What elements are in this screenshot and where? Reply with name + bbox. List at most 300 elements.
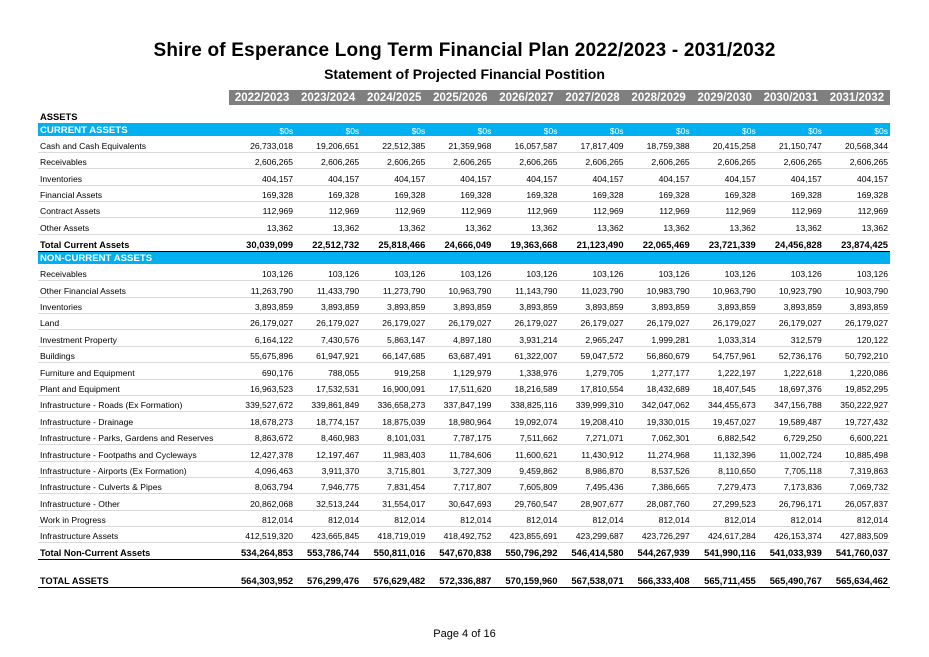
value-cell: 22,512,732 xyxy=(295,234,361,251)
value-cell: 23,721,339 xyxy=(692,234,758,251)
table-row xyxy=(38,169,890,185)
value-cell: 427,883,509 xyxy=(824,527,890,543)
value-cell: 32,513,244 xyxy=(295,494,361,510)
value-cell: 4,096,463 xyxy=(229,461,295,477)
value-cell: 55,675,896 xyxy=(229,346,295,362)
value-cell: 404,157 xyxy=(361,169,427,185)
value-cell: 812,014 xyxy=(758,510,824,526)
value-cell: 7,062,301 xyxy=(626,428,692,444)
value-cell: 21,123,490 xyxy=(559,234,625,251)
value-cell: 11,600,621 xyxy=(493,445,559,461)
value-cell: 8,101,031 xyxy=(361,428,427,444)
year-header: 2027/2028 xyxy=(559,90,625,105)
value-cell: 26,057,837 xyxy=(824,494,890,510)
value-cell: 112,969 xyxy=(559,202,625,218)
value-cell: 788,055 xyxy=(295,363,361,379)
value-cell: $0s xyxy=(361,123,427,136)
value-cell: 13,362 xyxy=(692,218,758,234)
table-row xyxy=(38,185,890,201)
row-label: Infrastructure - Roads (Ex Formation) xyxy=(38,395,229,411)
value-cell: 112,969 xyxy=(758,202,824,218)
value-cell: 5,863,147 xyxy=(361,330,427,346)
value-cell: 8,537,526 xyxy=(626,461,692,477)
value-cell xyxy=(626,251,692,264)
row-label: Infrastructure - Footpaths and Cycleways xyxy=(38,445,229,461)
value-cell xyxy=(493,251,559,264)
report-title: Shire of Esperance Long Term Financial Plan 2022/2023 - 2031/2032 xyxy=(153,40,776,61)
value-cell: 11,430,912 xyxy=(559,445,625,461)
value-cell: 423,299,687 xyxy=(559,527,625,543)
value-cell: 534,264,853 xyxy=(229,543,295,560)
table-row xyxy=(38,363,890,379)
value-cell: 10,903,790 xyxy=(824,281,890,297)
value-cell: 7,495,436 xyxy=(559,477,625,493)
value-cell: 404,157 xyxy=(229,169,295,185)
row-label: Investment Property xyxy=(38,330,229,346)
value-cell: 169,328 xyxy=(559,185,625,201)
value-cell: 404,157 xyxy=(295,169,361,185)
row-label: Contract Assets xyxy=(38,202,229,218)
value-cell: 812,014 xyxy=(824,510,890,526)
value-cell: 576,299,476 xyxy=(295,566,361,588)
value-cell: 1,338,976 xyxy=(493,363,559,379)
value-cell: 2,606,265 xyxy=(295,152,361,168)
table-row xyxy=(38,202,890,218)
value-cell: 54,757,961 xyxy=(692,346,758,362)
value-cell xyxy=(493,105,559,123)
value-cell: 404,157 xyxy=(626,169,692,185)
value-cell: 2,965,247 xyxy=(559,330,625,346)
value-cell xyxy=(559,105,625,123)
value-cell: 103,126 xyxy=(361,264,427,280)
value-cell: 7,319,863 xyxy=(824,461,890,477)
table-row xyxy=(38,281,890,297)
value-cell: 18,875,039 xyxy=(361,412,427,428)
table-row xyxy=(38,428,890,444)
value-cell: 7,069,732 xyxy=(824,477,890,493)
value-cell: 22,512,385 xyxy=(361,136,427,152)
value-cell xyxy=(427,251,493,264)
row-label: Infrastructure Assets xyxy=(38,527,229,543)
value-cell: 553,786,744 xyxy=(295,543,361,560)
value-cell: 103,126 xyxy=(427,264,493,280)
year-header: 2024/2025 xyxy=(361,90,427,105)
value-cell: 169,328 xyxy=(229,185,295,201)
value-cell: 1,222,197 xyxy=(692,363,758,379)
value-cell xyxy=(295,251,361,264)
value-cell: 13,362 xyxy=(295,218,361,234)
row-label: Cash and Cash Equivalents xyxy=(38,136,229,152)
value-cell: 21,150,747 xyxy=(758,136,824,152)
value-cell: 550,796,292 xyxy=(493,543,559,560)
value-cell: 20,415,258 xyxy=(692,136,758,152)
value-cell: 812,014 xyxy=(361,510,427,526)
value-cell: 7,705,118 xyxy=(758,461,824,477)
value-cell: 350,222,927 xyxy=(824,395,890,411)
value-cell: 103,126 xyxy=(626,264,692,280)
value-cell: 7,279,473 xyxy=(692,477,758,493)
value-cell: 812,014 xyxy=(229,510,295,526)
value-cell xyxy=(758,251,824,264)
value-cell: 63,687,491 xyxy=(427,346,493,362)
report-subtitle: Statement of Projected Financial Postition xyxy=(324,66,605,82)
value-cell: 103,126 xyxy=(229,264,295,280)
value-cell: 169,328 xyxy=(427,185,493,201)
value-cell: 169,328 xyxy=(361,185,427,201)
value-cell: 7,511,662 xyxy=(493,428,559,444)
year-header-row xyxy=(38,90,890,105)
value-cell: 338,825,116 xyxy=(493,395,559,411)
value-cell: 7,831,454 xyxy=(361,477,427,493)
value-cell: 3,893,859 xyxy=(692,297,758,313)
value-cell: 1,222,618 xyxy=(758,363,824,379)
table-row xyxy=(38,297,890,313)
value-cell: 112,969 xyxy=(692,202,758,218)
row-label: Work in Progress xyxy=(38,510,229,526)
value-cell: 547,670,838 xyxy=(427,543,493,560)
value-cell: 17,817,409 xyxy=(559,136,625,152)
value-cell: 6,729,250 xyxy=(758,428,824,444)
row-label: Land xyxy=(38,314,229,330)
value-cell: 426,153,374 xyxy=(758,527,824,543)
value-cell: 565,634,462 xyxy=(824,566,890,588)
value-cell: 10,963,790 xyxy=(692,281,758,297)
value-cell: 347,156,788 xyxy=(758,395,824,411)
value-cell: 13,362 xyxy=(758,218,824,234)
value-cell: 3,715,801 xyxy=(361,461,427,477)
value-cell: 418,719,019 xyxy=(361,527,427,543)
header-blank-cell xyxy=(38,90,229,105)
value-cell: $0s xyxy=(295,123,361,136)
value-cell: 112,969 xyxy=(361,202,427,218)
value-cell: 8,110,650 xyxy=(692,461,758,477)
total-assets-row xyxy=(38,566,890,588)
row-label: Infrastructure - Other xyxy=(38,494,229,510)
value-cell: 20,862,068 xyxy=(229,494,295,510)
value-cell: 11,273,790 xyxy=(361,281,427,297)
value-cell: 336,658,273 xyxy=(361,395,427,411)
value-cell: 13,362 xyxy=(824,218,890,234)
value-cell: 13,362 xyxy=(361,218,427,234)
value-cell: 2,606,265 xyxy=(824,152,890,168)
value-cell xyxy=(229,251,295,264)
value-cell: 169,328 xyxy=(626,185,692,201)
value-cell: 3,727,309 xyxy=(427,461,493,477)
value-cell: 112,969 xyxy=(493,202,559,218)
value-cell: 16,963,523 xyxy=(229,379,295,395)
value-cell: 312,579 xyxy=(758,330,824,346)
value-cell: 2,606,265 xyxy=(361,152,427,168)
table-row xyxy=(38,330,890,346)
value-cell: 18,774,157 xyxy=(295,412,361,428)
value-cell: 26,179,027 xyxy=(493,314,559,330)
value-cell: $0s xyxy=(559,123,625,136)
value-cell: 2,606,265 xyxy=(559,152,625,168)
value-cell: 26,179,027 xyxy=(626,314,692,330)
value-cell xyxy=(626,105,692,123)
table-row xyxy=(38,527,890,543)
value-cell: 16,900,091 xyxy=(361,379,427,395)
value-cell: 18,759,388 xyxy=(626,136,692,152)
value-cell: 11,002,724 xyxy=(758,445,824,461)
table-row xyxy=(38,412,890,428)
table-row xyxy=(38,494,890,510)
value-cell: 26,733,018 xyxy=(229,136,295,152)
value-cell: 541,990,116 xyxy=(692,543,758,560)
value-cell: 13,362 xyxy=(229,218,295,234)
value-cell: 12,427,378 xyxy=(229,445,295,461)
value-cell: 56,860,679 xyxy=(626,346,692,362)
value-cell: 8,986,870 xyxy=(559,461,625,477)
year-header: 2023/2024 xyxy=(295,90,361,105)
value-cell: 3,893,859 xyxy=(824,297,890,313)
value-cell: 11,143,790 xyxy=(493,281,559,297)
value-cell: 404,157 xyxy=(493,169,559,185)
page-number: Page 4 of 16 xyxy=(433,628,496,640)
value-cell: 25,818,466 xyxy=(361,234,427,251)
row-label: Infrastructure - Drainage xyxy=(38,412,229,428)
value-cell: 3,893,859 xyxy=(626,297,692,313)
row-label: Plant and Equipment xyxy=(38,379,229,395)
table-row xyxy=(38,314,890,330)
value-cell: 17,810,554 xyxy=(559,379,625,395)
row-label: Furniture and Equipment xyxy=(38,363,229,379)
value-cell: 1,279,705 xyxy=(559,363,625,379)
value-cell: 61,947,921 xyxy=(295,346,361,362)
table-row xyxy=(38,136,890,152)
value-cell: 26,179,027 xyxy=(295,314,361,330)
value-cell: 66,147,685 xyxy=(361,346,427,362)
value-cell: 344,455,673 xyxy=(692,395,758,411)
value-cell: 812,014 xyxy=(692,510,758,526)
value-cell: 17,532,531 xyxy=(295,379,361,395)
value-cell: 16,057,587 xyxy=(493,136,559,152)
value-cell: 339,999,310 xyxy=(559,395,625,411)
value-cell: 423,665,845 xyxy=(295,527,361,543)
value-cell: 404,157 xyxy=(824,169,890,185)
value-cell: 18,216,589 xyxy=(493,379,559,395)
value-cell: 103,126 xyxy=(295,264,361,280)
value-cell: 2,606,265 xyxy=(493,152,559,168)
value-cell: 6,600,221 xyxy=(824,428,890,444)
value-cell: 412,519,320 xyxy=(229,527,295,543)
value-cell: 339,861,849 xyxy=(295,395,361,411)
value-cell: 418,492,752 xyxy=(427,527,493,543)
value-cell: 3,893,859 xyxy=(559,297,625,313)
value-cell: 567,538,071 xyxy=(559,566,625,588)
value-cell: 337,847,199 xyxy=(427,395,493,411)
value-cell: 26,796,171 xyxy=(758,494,824,510)
total-current-assets-row xyxy=(38,234,890,251)
value-cell: 9,459,862 xyxy=(493,461,559,477)
value-cell: 61,322,007 xyxy=(493,346,559,362)
row-label: Other Financial Assets xyxy=(38,281,229,297)
value-cell: 28,087,760 xyxy=(626,494,692,510)
value-cell: 3,893,859 xyxy=(758,297,824,313)
row-label: CURRENT ASSETS xyxy=(38,123,229,136)
value-cell: 26,179,027 xyxy=(229,314,295,330)
value-cell: 18,407,545 xyxy=(692,379,758,395)
value-cell: 7,787,175 xyxy=(427,428,493,444)
value-cell: 404,157 xyxy=(559,169,625,185)
value-cell: 26,179,027 xyxy=(559,314,625,330)
value-cell: $0s xyxy=(493,123,559,136)
row-label: Infrastructure - Culverts & Pipes xyxy=(38,477,229,493)
value-cell: 11,983,403 xyxy=(361,445,427,461)
value-cell: 24,666,049 xyxy=(427,234,493,251)
value-cell: 27,299,523 xyxy=(692,494,758,510)
row-label: Other Assets xyxy=(38,218,229,234)
value-cell: 52,736,176 xyxy=(758,346,824,362)
value-cell: 7,946,775 xyxy=(295,477,361,493)
year-header: 2028/2029 xyxy=(626,90,692,105)
value-cell: 8,063,794 xyxy=(229,477,295,493)
value-cell: 10,963,790 xyxy=(427,281,493,297)
value-cell: $0s xyxy=(626,123,692,136)
value-cell: 11,274,968 xyxy=(626,445,692,461)
value-cell: 564,303,952 xyxy=(229,566,295,588)
value-cell: 339,527,672 xyxy=(229,395,295,411)
value-cell: 103,126 xyxy=(493,264,559,280)
value-cell: 2,606,265 xyxy=(427,152,493,168)
financial-position-table-wrapper xyxy=(38,90,890,588)
value-cell xyxy=(692,251,758,264)
value-cell: 2,606,265 xyxy=(626,152,692,168)
value-cell: 342,047,062 xyxy=(626,395,692,411)
value-cell: 3,893,859 xyxy=(295,297,361,313)
value-cell: 812,014 xyxy=(295,510,361,526)
total-non-current-assets-row xyxy=(38,543,890,560)
value-cell: 19,589,487 xyxy=(758,412,824,428)
value-cell xyxy=(824,105,890,123)
value-cell: 10,885,498 xyxy=(824,445,890,461)
value-cell: 565,711,455 xyxy=(692,566,758,588)
value-cell: $0s xyxy=(229,123,295,136)
value-cell: 50,792,210 xyxy=(824,346,890,362)
value-cell: 10,923,790 xyxy=(758,281,824,297)
value-cell: 541,033,939 xyxy=(758,543,824,560)
value-cell: 423,855,691 xyxy=(493,527,559,543)
value-cell: 112,969 xyxy=(427,202,493,218)
value-cell: 169,328 xyxy=(295,185,361,201)
value-cell: 7,605,809 xyxy=(493,477,559,493)
row-label: Receivables xyxy=(38,264,229,280)
value-cell: 812,014 xyxy=(427,510,493,526)
value-cell: 21,359,968 xyxy=(427,136,493,152)
value-cell: 3,893,859 xyxy=(361,297,427,313)
value-cell: 541,760,037 xyxy=(824,543,890,560)
table-row xyxy=(38,346,890,362)
value-cell: $0s xyxy=(427,123,493,136)
row-label: Inventories xyxy=(38,169,229,185)
value-cell: 3,893,859 xyxy=(427,297,493,313)
value-cell: 8,863,672 xyxy=(229,428,295,444)
value-cell: 423,726,297 xyxy=(626,527,692,543)
value-cell: 690,176 xyxy=(229,363,295,379)
value-cell: 1,220,086 xyxy=(824,363,890,379)
row-label: TOTAL ASSETS xyxy=(38,566,229,588)
value-cell: 20,568,344 xyxy=(824,136,890,152)
value-cell: 23,874,425 xyxy=(824,234,890,251)
value-cell: 19,208,410 xyxy=(559,412,625,428)
value-cell: 570,159,960 xyxy=(493,566,559,588)
value-cell: 11,023,790 xyxy=(559,281,625,297)
value-cell: 19,206,651 xyxy=(295,136,361,152)
section-header-current-assets xyxy=(38,123,890,136)
row-label: Infrastructure - Parks, Gardens and Reserves xyxy=(38,428,229,444)
value-cell: $0s xyxy=(758,123,824,136)
value-cell: 30,039,099 xyxy=(229,234,295,251)
year-header: 2026/2027 xyxy=(493,90,559,105)
row-label: NON-CURRENT ASSETS xyxy=(38,251,229,264)
value-cell: 13,362 xyxy=(427,218,493,234)
value-cell: 19,457,027 xyxy=(692,412,758,428)
value-cell: 24,456,828 xyxy=(758,234,824,251)
table-row xyxy=(38,395,890,411)
row-label: Infrastructure - Airports (Ex Formation) xyxy=(38,461,229,477)
value-cell: 19,727,432 xyxy=(824,412,890,428)
value-cell: 4,897,180 xyxy=(427,330,493,346)
value-cell: 11,784,606 xyxy=(427,445,493,461)
value-cell: 103,126 xyxy=(758,264,824,280)
value-cell: 169,328 xyxy=(493,185,559,201)
value-cell: 169,328 xyxy=(758,185,824,201)
value-cell: 544,267,939 xyxy=(626,543,692,560)
value-cell: 3,893,859 xyxy=(493,297,559,313)
value-cell: 19,330,015 xyxy=(626,412,692,428)
value-cell: 30,647,693 xyxy=(427,494,493,510)
value-cell: 2,606,265 xyxy=(229,152,295,168)
value-cell xyxy=(758,105,824,123)
value-cell: 3,931,214 xyxy=(493,330,559,346)
row-label: Total Non-Current Assets xyxy=(38,543,229,560)
value-cell xyxy=(361,251,427,264)
value-cell: 576,629,482 xyxy=(361,566,427,588)
value-cell: 1,129,979 xyxy=(427,363,493,379)
value-cell: $0s xyxy=(692,123,758,136)
value-cell: 26,179,027 xyxy=(758,314,824,330)
section-header-non-current-assets xyxy=(38,251,890,264)
row-label: Buildings xyxy=(38,346,229,362)
row-label: Financial Assets xyxy=(38,185,229,201)
year-header: 2029/2030 xyxy=(692,90,758,105)
value-cell xyxy=(229,105,295,123)
table-row xyxy=(38,477,890,493)
value-cell: 7,173,836 xyxy=(758,477,824,493)
assets-heading-row xyxy=(38,105,890,123)
value-cell: 565,490,767 xyxy=(758,566,824,588)
value-cell: 26,179,027 xyxy=(361,314,427,330)
value-cell: 120,122 xyxy=(824,330,890,346)
value-cell: 169,328 xyxy=(692,185,758,201)
value-cell: 169,328 xyxy=(824,185,890,201)
value-cell: 812,014 xyxy=(559,510,625,526)
value-cell xyxy=(427,105,493,123)
table-row xyxy=(38,152,890,168)
value-cell: 19,363,668 xyxy=(493,234,559,251)
value-cell: 572,336,887 xyxy=(427,566,493,588)
value-cell: 12,197,467 xyxy=(295,445,361,461)
table-row xyxy=(38,379,890,395)
value-cell: 18,678,273 xyxy=(229,412,295,428)
value-cell: 18,697,376 xyxy=(758,379,824,395)
value-cell: 103,126 xyxy=(559,264,625,280)
value-cell: 112,969 xyxy=(229,202,295,218)
value-cell: 812,014 xyxy=(493,510,559,526)
value-cell xyxy=(295,105,361,123)
value-cell: 546,414,580 xyxy=(559,543,625,560)
value-cell xyxy=(559,251,625,264)
